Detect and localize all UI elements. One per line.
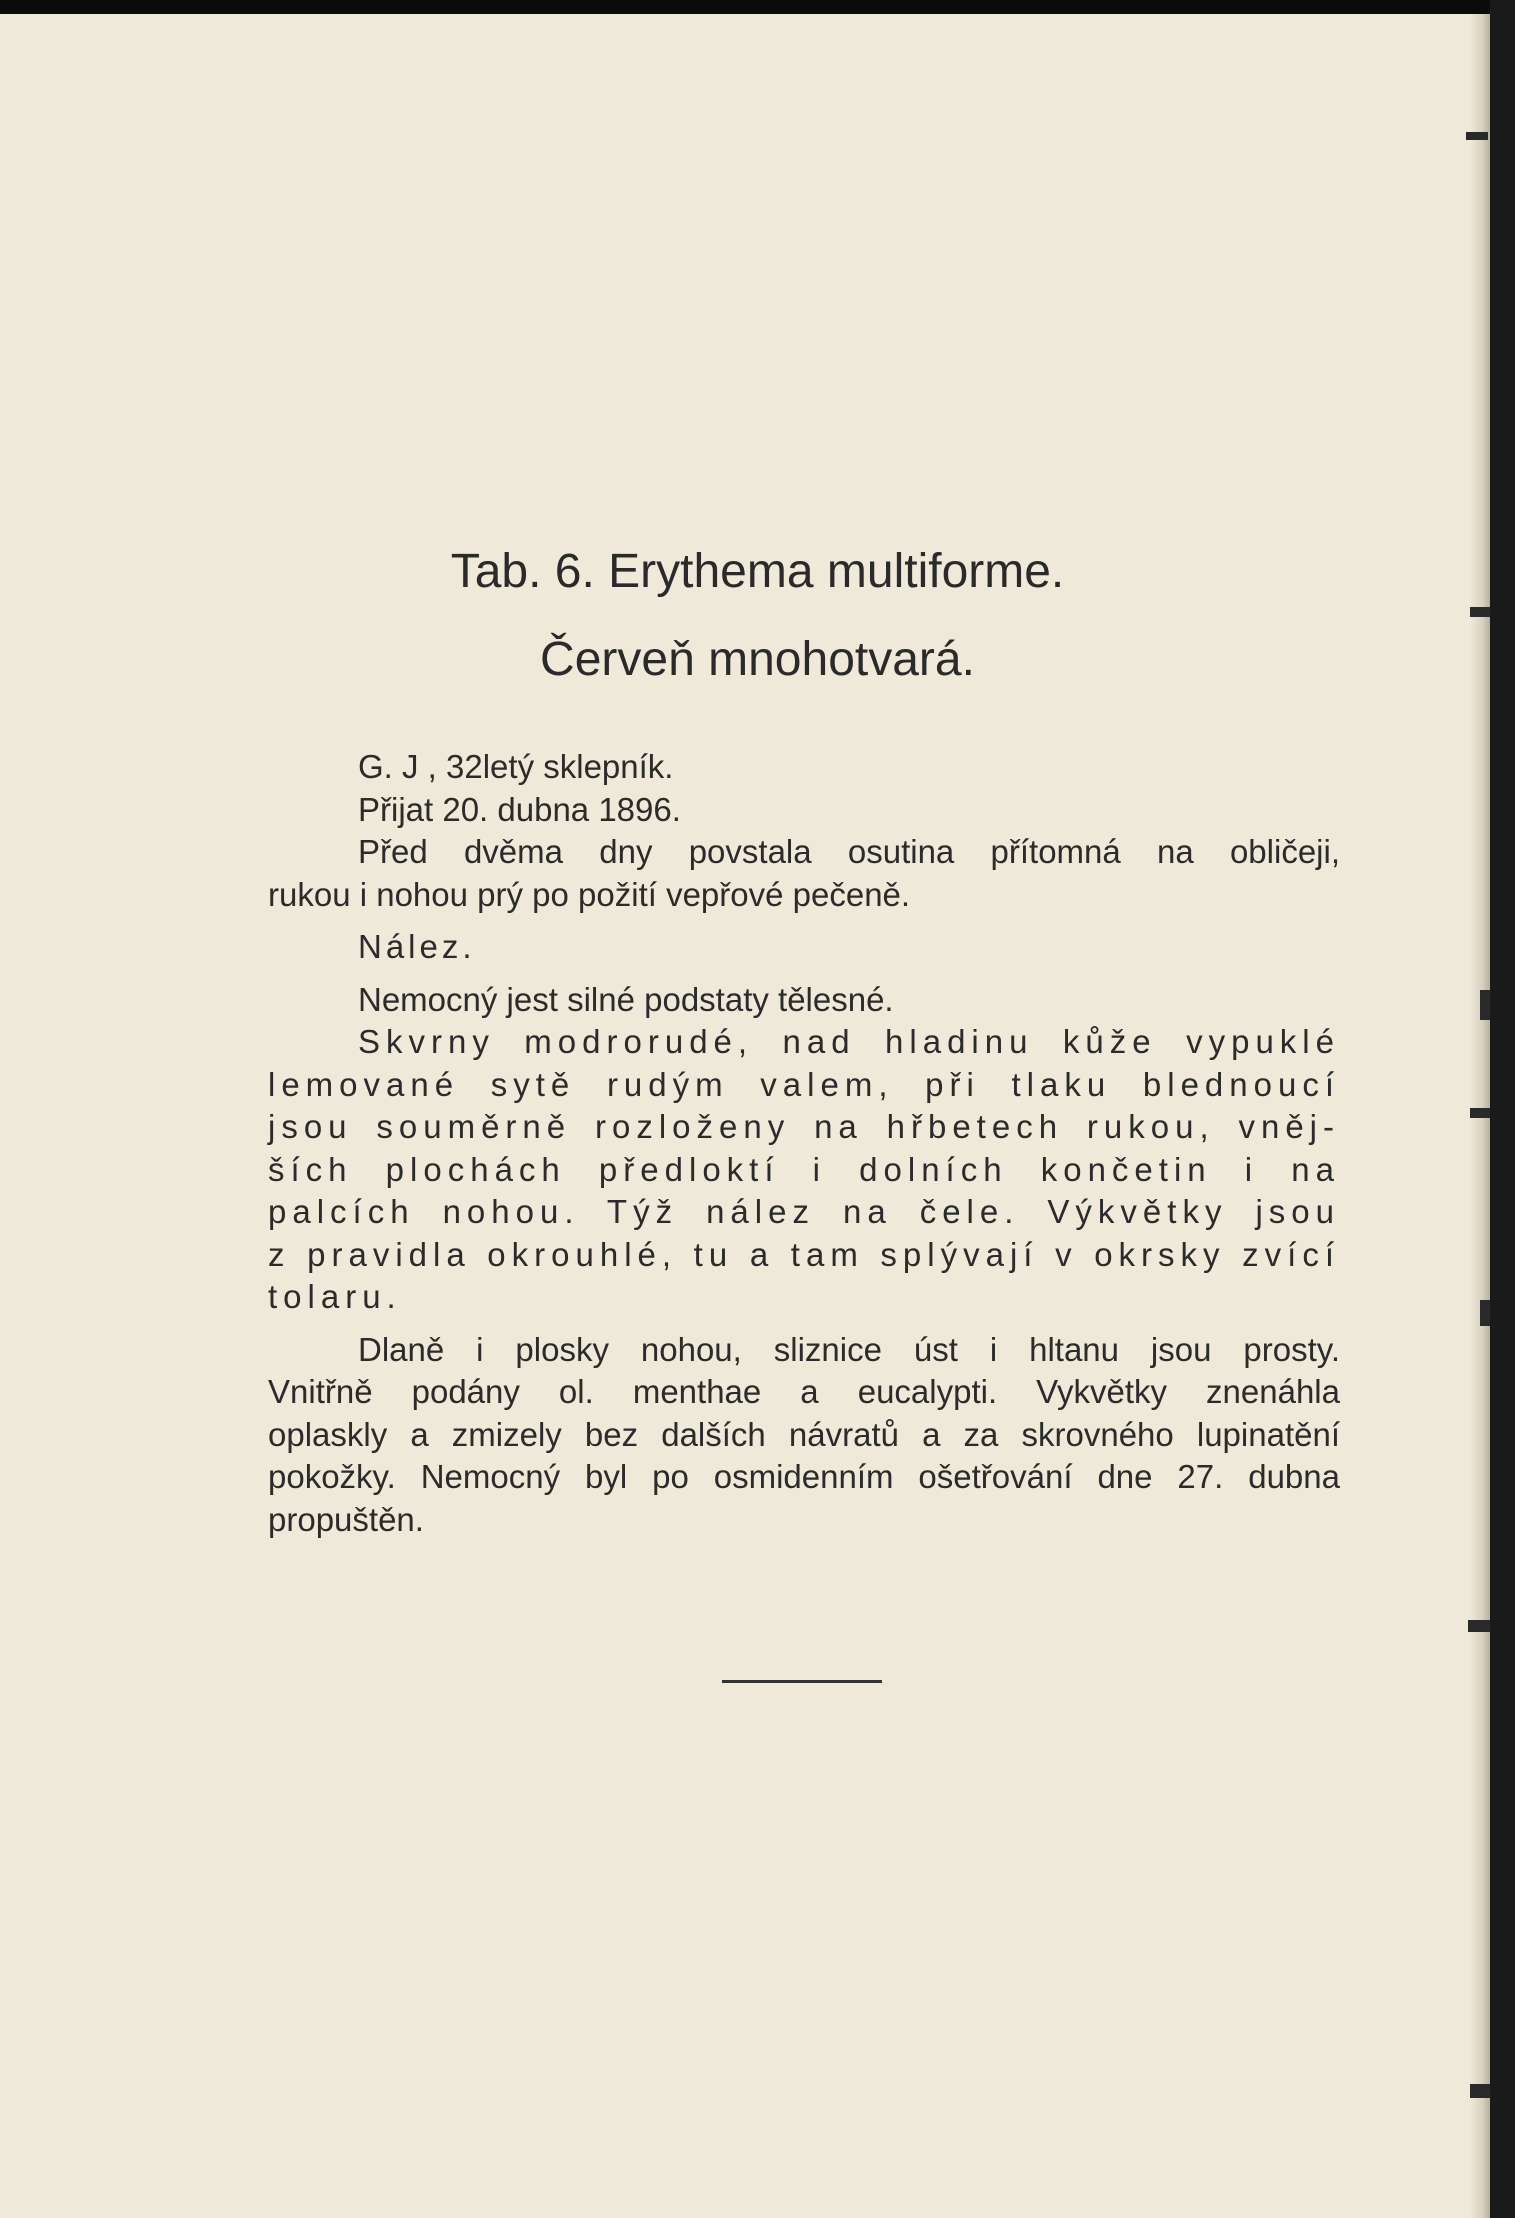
edge-mark (1470, 1108, 1490, 1118)
findings-constitution: Nemocný jest silné podstaty tělesné. (358, 980, 894, 1018)
edge-mark (1468, 1620, 1490, 1632)
plate-title-czech: Červeň mnohotvará. (540, 633, 975, 686)
anamnesis-line-1: Před dvěma dny povstala osutina přítomná na obličeji, (358, 833, 1340, 870)
scan-top-edge (0, 0, 1515, 14)
skin-description-line-6: z pravidla okrouhlé, tu a tam splývají v okrsky zvící (268, 1235, 1340, 1273)
course-line-5: propuštěn. (268, 1500, 424, 1538)
case-report (268, 746, 1340, 1541)
anamnesis-line-2: rukou i nohou prý po požití vepřové pečeně. (268, 875, 911, 913)
findings-heading: Nález. (358, 928, 476, 965)
edge-mark (1470, 607, 1490, 617)
scan-right-edge (1490, 0, 1515, 2218)
skin-description-line-2: lemované sytě rudým valem, při tlaku blednoucí (268, 1065, 1340, 1103)
plate-title-latin: Tab. 6. Erythema multiforme. (450, 545, 1065, 598)
skin-description-line-3: jsou souměrně rozloženy na hřbetech rukou, vněj- (268, 1108, 1340, 1145)
course-line-3: oplaskly a zmizely bez dalších návratů a za skrovného lupinatění (268, 1415, 1340, 1453)
course-line-1: Dlaně i plosky nohou, sliznice úst i hltanu jsou prosty. (358, 1330, 1340, 1368)
skin-description-line-4: ších plochách předloktí i dolních končetin i na (268, 1150, 1340, 1188)
closing-rule (722, 1680, 882, 1683)
patient-name-line: G. J , 32letý sklepník. (358, 748, 674, 785)
edge-mark (1470, 2084, 1490, 2098)
skin-description-line-5: palcích nohou. Týž nález na čele. Výkvětky jsou (268, 1193, 1340, 1230)
edge-mark (1480, 990, 1490, 1020)
edge-mark (1466, 132, 1488, 140)
skin-description-line-7: tolaru. (268, 1278, 402, 1315)
plate-title (0, 528, 1490, 704)
skin-description-line-1: Skvrny modrorudé, nad hladinu kůže vypuklé (358, 1023, 1340, 1060)
admission-line: Přijat 20. dubna 1896. (358, 790, 681, 828)
course-line-2: Vnitřně podány ol. menthae a eucalypti. Vykvětky znenáhla (268, 1373, 1340, 1410)
course-line-4: pokožky. Nemocný byl po osmidenním ošetřování dne 27. dubna (268, 1458, 1340, 1495)
edge-mark (1480, 1300, 1490, 1326)
